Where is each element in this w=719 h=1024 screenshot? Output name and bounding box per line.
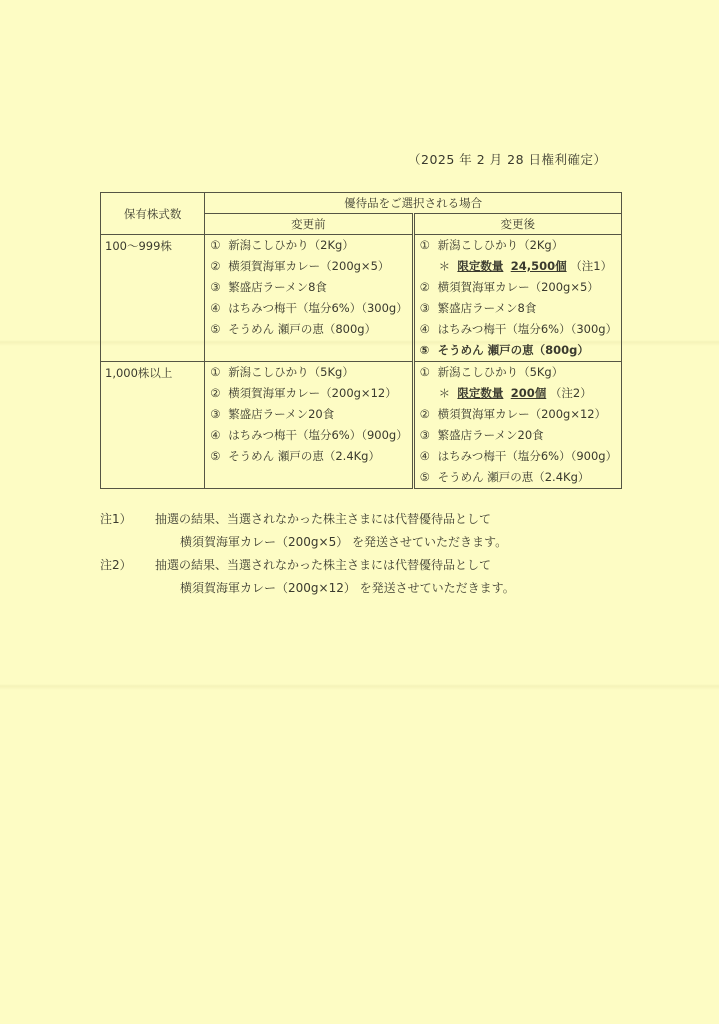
list-item: ② 横須賀海軍カレー（200g×12） xyxy=(419,407,607,421)
header-shares: 保有株式数 xyxy=(101,193,205,235)
footnote-2-line2: 横須賀海軍カレー（200g×12） を発送させていただきます。 xyxy=(180,581,515,595)
list-item: ① 新潟こしひかり（2Kg） xyxy=(419,238,564,252)
list-item: ① 新潟こしひかり（5Kg） xyxy=(210,365,354,379)
rights-date-note: （2025 年 2 月 28 日権利確定） xyxy=(408,152,607,167)
after-list xyxy=(413,362,621,489)
footnotes xyxy=(100,508,515,600)
list-item: ⑤ そうめん 瀬戸の恵（2.4Kg） xyxy=(419,470,590,484)
after-list xyxy=(413,235,621,362)
list-item: ④ はちみつ梅干（塩分6%）（300g） xyxy=(210,301,408,315)
footnote-1-line2: 横須賀海軍カレー（200g×5） を発送させていただきます。 xyxy=(180,535,508,549)
list-item: ③ 繁盛店ラーメン20食 xyxy=(210,407,335,421)
list-item: ① 新潟こしひかり（2Kg） xyxy=(210,238,354,252)
list-item: ⑤ そうめん 瀬戸の恵（800g） xyxy=(419,343,589,357)
list-item: ② 横須賀海軍カレー（200g×5） xyxy=(419,280,599,294)
before-list xyxy=(205,362,413,489)
list-item: ④ はちみつ梅干（塩分6%）（300g） xyxy=(419,322,618,336)
benefit-table xyxy=(100,192,622,489)
list-item: ① 新潟こしひかり（5Kg） xyxy=(419,365,564,379)
list-item: ④ はちみつ梅干（塩分6%）（900g） xyxy=(419,449,618,463)
list-item: ③ 繁盛店ラーメン8食 xyxy=(419,301,537,315)
table-row xyxy=(101,362,622,489)
list-item: ③ 繁盛店ラーメン20食 xyxy=(419,428,544,442)
list-item: ④ はちみつ梅干（塩分6%）（900g） xyxy=(210,428,408,442)
list-item: ② 横須賀海軍カレー（200g×12） xyxy=(210,386,397,400)
list-item: ② 横須賀海軍カレー（200g×5） xyxy=(210,259,390,273)
footnote-2: 注2） 抽選の結果、当選されなかった株主さまには代替優待品として xyxy=(100,558,492,572)
header-selection: 優待品をご選択される場合 xyxy=(205,193,622,214)
table-row xyxy=(101,235,622,362)
list-item: ③ 繁盛店ラーメン8食 xyxy=(210,280,327,294)
footnote-1: 注1） 抽選の結果、当選されなかった株主さまには代替優待品として xyxy=(100,512,492,526)
shares-range: 1,000株以上 xyxy=(101,362,205,489)
before-list xyxy=(205,235,413,362)
header-after: 変更後 xyxy=(413,214,621,235)
shares-range: 100～999株 xyxy=(101,235,205,362)
list-item: ⑤ そうめん 瀬戸の恵（800g） xyxy=(210,322,377,336)
limited-quantity-note: ＊ 限定数量 200個 （注2） xyxy=(438,386,592,400)
header-before: 変更前 xyxy=(205,214,413,235)
list-item: ⑤ そうめん 瀬戸の恵（2.4Kg） xyxy=(210,449,380,463)
limited-quantity-note: ＊ 限定数量 24,500個 （注1） xyxy=(438,259,613,273)
